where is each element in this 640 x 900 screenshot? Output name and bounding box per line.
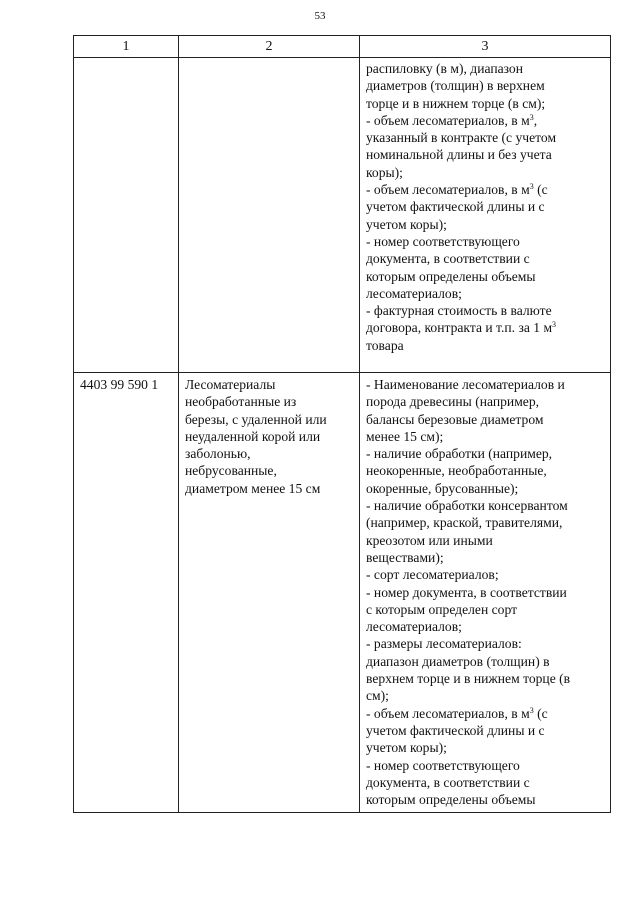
text-line: (например, краской, травителями,	[366, 515, 563, 531]
text-line: документа, в соответствии с	[366, 774, 530, 790]
text-line: неудаленной корой или	[185, 428, 321, 444]
text-line: - объем лесоматериалов, в $м^3$ (с	[366, 182, 548, 198]
text-line: - номер соответствующего	[366, 233, 520, 249]
table-row-continued	[74, 58, 611, 373]
details-cell	[360, 373, 611, 813]
text-line: с которым определен сорт	[366, 601, 518, 617]
text-line: креозотом или иными	[366, 532, 493, 548]
header-col-2: 2	[179, 36, 360, 58]
text-line: которым определены объемы	[366, 268, 536, 284]
text-line: порода древесины (например,	[366, 394, 540, 410]
text-line: березы, с удаленной или	[185, 411, 327, 427]
text-line: документа, в соответствии с	[366, 251, 530, 267]
text-line: указанный в контракте (с учетом	[366, 130, 557, 146]
text-line: балансы березовые диаметром	[366, 411, 544, 427]
text-line: - сорт лесоматериалов;	[366, 567, 499, 583]
text-line: диаметром менее 15 см	[185, 480, 321, 496]
text-line: учетом фактической длины и с	[366, 722, 545, 738]
text-line: - размеры лесоматериалов:	[366, 636, 522, 652]
text-line: - наличие обработки (например,	[366, 446, 553, 462]
text-line: номинальной длины и без учета	[366, 147, 552, 163]
header-col-3: 3	[360, 36, 611, 58]
name-cell	[179, 373, 360, 813]
code-cell: 4403 99 590 1	[74, 373, 179, 813]
text-line: необработанные из	[185, 394, 297, 410]
text-line: - номер соответствующего	[366, 757, 520, 773]
text-line: которым определены объемы	[366, 792, 536, 808]
text-line: учетом фактической длины и с	[366, 199, 545, 215]
header-col-1: 1	[74, 36, 179, 58]
text-line: веществами);	[366, 549, 444, 565]
name-cell	[179, 58, 360, 373]
text-line: диапазон диаметров (толщин) в	[366, 653, 550, 669]
text-line: Лесоматериалы	[185, 377, 276, 392]
text-line: - Наименование лесоматериалов и	[366, 377, 565, 392]
page-number: 53	[314, 10, 326, 22]
text-line: коры);	[366, 164, 403, 180]
text-line: договора, контракта и т.п. за 1 $м^3$	[366, 320, 557, 336]
text-line: см);	[366, 688, 389, 704]
text-line: менее 15 см);	[366, 428, 444, 444]
text-line: учетом коры);	[366, 740, 447, 756]
text-line: торце и в нижнем торце (в см);	[366, 95, 546, 111]
text-line: лесоматериалов;	[366, 619, 462, 635]
text-line: товара	[366, 337, 404, 353]
text-line: небрусованные,	[185, 463, 277, 479]
text-line: - объем лесоматериалов, в $м^3$,	[366, 112, 538, 128]
text-line: неокоренные, необработанные,	[366, 463, 547, 479]
text-line: - наличие обработки консервантом	[366, 498, 568, 514]
text-line: диаметров (толщин) в верхнем	[366, 78, 545, 94]
code-cell	[74, 58, 179, 373]
text-line: учетом коры);	[366, 216, 447, 232]
goods-table	[73, 35, 611, 813]
header-row	[74, 36, 611, 58]
text-line: - номер документа, в соответствии	[366, 584, 567, 600]
text-line: верхнем торце и в нижнем торце (в	[366, 671, 571, 687]
text-line: окоренные, брусованные);	[366, 480, 519, 496]
text-line: распиловку (в м), диапазон	[366, 61, 524, 76]
text-line: - объем лесоматериалов, в $м^3$ (с	[366, 705, 548, 721]
text-line: заболонью,	[185, 446, 251, 462]
text-line: лесоматериалов;	[366, 285, 462, 301]
table-row	[74, 373, 611, 813]
details-cell	[360, 58, 611, 373]
text-line: - фактурная стоимость в валюте	[366, 303, 552, 319]
